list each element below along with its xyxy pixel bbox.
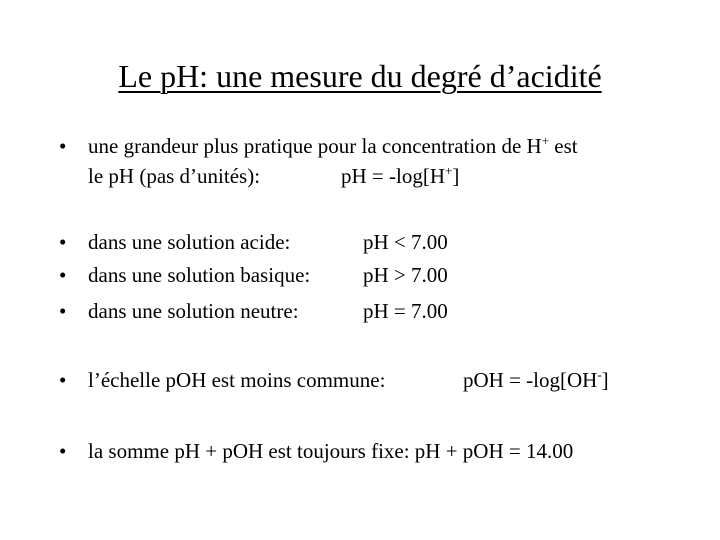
bullet-1-text-end: est (549, 134, 578, 158)
acid-solution-label: dans une solution acide: (88, 230, 291, 254)
ph-formula-close: ] (452, 164, 460, 188)
bullet-1-text: une grandeur plus pratique pour la concentration de H (88, 134, 542, 158)
poh-formula-main: pOH = -log[OH (463, 368, 598, 392)
superscript-plus: + (445, 163, 453, 178)
bullet-dot: • (59, 263, 67, 287)
ph-formula (341, 161, 459, 191)
bullet-1-line-2-label: le pH (pas d’unités): (88, 164, 261, 188)
basic-solution-label: dans une solution basique: (88, 263, 311, 287)
basic-solution-value: pH > 7.00 (363, 263, 448, 287)
slide-title-text: Le pH: une mesure du degré d’acidité (118, 58, 602, 94)
neutral-solution-value: pH = 7.00 (363, 299, 448, 323)
poh-formula (463, 365, 609, 395)
ph-formula-main: pH = -log[H (341, 164, 445, 188)
acid-solution-value: pH < 7.00 (363, 230, 448, 254)
superscript-minus: - (597, 367, 602, 382)
poh-formula-close: ] (601, 368, 609, 392)
bullet-1-line-1 (88, 131, 578, 161)
bullet-dot: • (59, 368, 67, 392)
bullet-dot: • (59, 134, 67, 158)
slide-title (0, 56, 720, 96)
bullet-dot: • (59, 299, 67, 323)
superscript-plus: + (541, 133, 550, 148)
poh-scale-label: l’échelle pOH est moins commune: (88, 368, 386, 392)
bullet-dot: • (59, 439, 67, 463)
neutral-solution-label: dans une solution neutre: (88, 299, 299, 323)
bullet-dot: • (59, 230, 67, 254)
sum-ph-poh-text: la somme pH + pOH est toujours fixe: pH + pOH = 14.00 (88, 439, 574, 463)
